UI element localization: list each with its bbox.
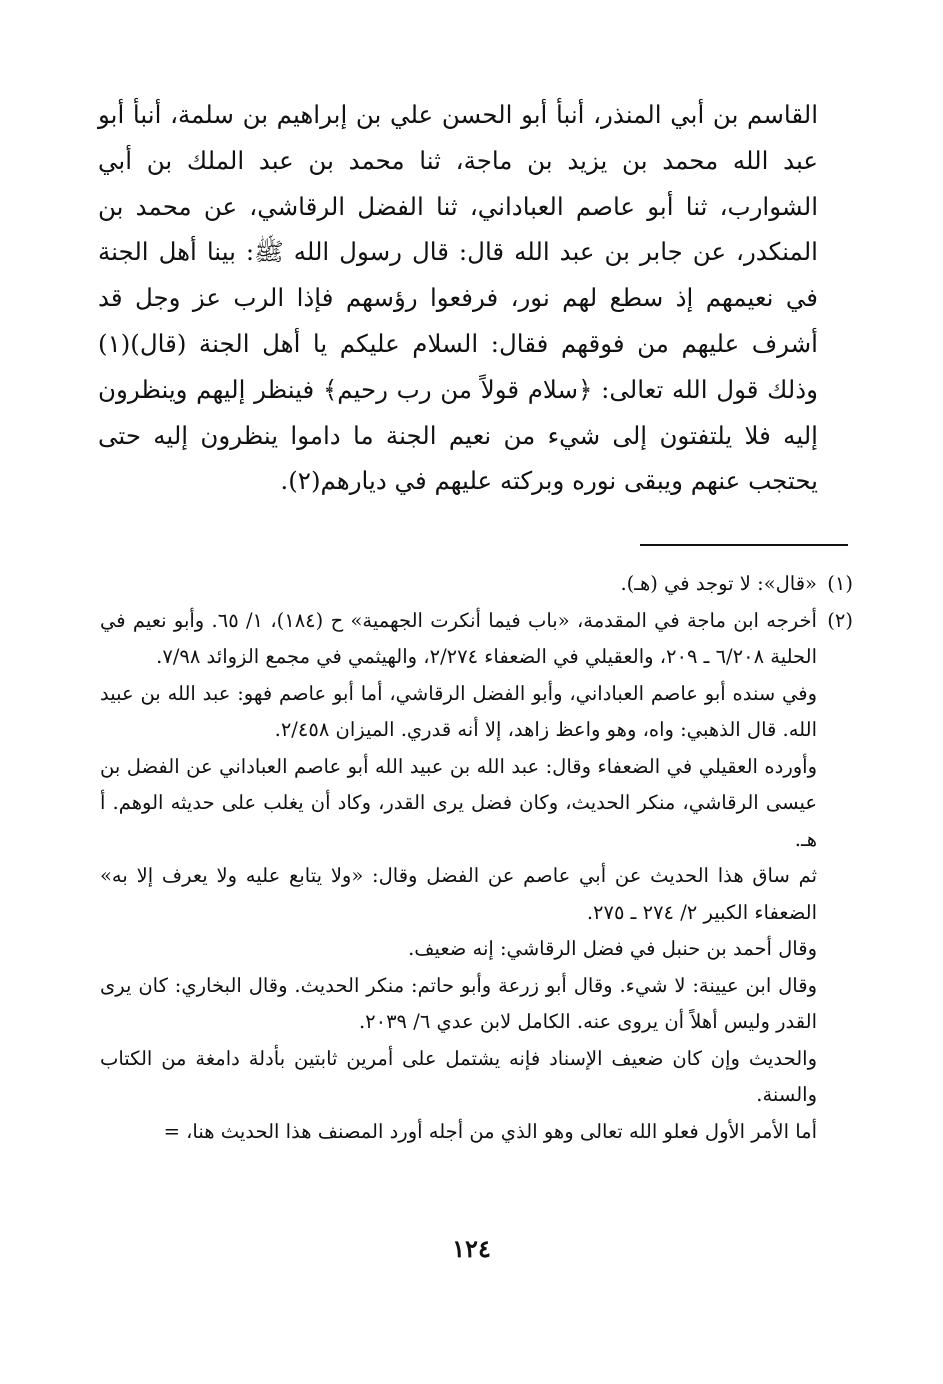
footnote-paragraph: وأورده العقيلي في الضعفاء وقال: عبد الله بن عبيد الله أبو عاصم العباداني عن الفضل بن عيسى الرقاشي، منكر الحديث، وكان فضل يرى القدر، وكاد أن يغلب على حديثه الوهم. أ هـ.	[100, 754, 817, 851]
footnote-1	[100, 566, 853, 603]
footnote-paragraph: أما الأمر الأول فعلو الله تعالى وهو الذي من أجله أورد المصنف هذا الحديث هنا، =	[163, 1119, 817, 1143]
footnote-paragraph: ثم ساق هذا الحديث عن أبي عاصم عن الفضل وقال: «ولا يتابع عليه ولا يعرف إلا به» الضعفاء الكبير ٢/ ٢٧٤ ـ ٢٧٥.	[100, 864, 817, 924]
footnotes-block	[100, 566, 853, 1150]
page-number: ١٢٤	[452, 1234, 491, 1263]
footnote-paragraph: وفي سنده أبو عاصم العباداني، وأبو الفضل الرقاشي، أما أبو عاصم فهو: عبد الله بن عبيد الله. قال الذهبي: واه، وهو واعظ زاهد، إلا أنه قدري. الميزان ٢/٤٥٨.	[100, 681, 817, 741]
footnote-separator-line	[640, 544, 848, 546]
footnote-2	[100, 603, 853, 1151]
footnote-number: (٢)	[827, 608, 853, 632]
footnote-paragraph: والحديث وإن كان ضعيف الإسناد فإنه يشتمل على أمرين ثابتين بأدلة دامغة من الكتاب والسنة.	[100, 1046, 817, 1106]
footnote-paragraph: أخرجه ابن ماجة في المقدمة، «باب فيما أنكرت الجهمية» ح (١٨٤)، ١/ ٦٥. وأبو نعيم في الحلية ٦/٢٠٨ ـ ٢٠٩، والعقيلي في الضعفاء ٢/٢٧٤، والهيثمي في مجمع الزوائد ٧/٩٨.	[100, 608, 817, 668]
footnote-paragraph: وقال ابن عيينة: لا شيء. وقال أبو زرعة وأبو حاتم: منكر الحديث. وقال البخاري: كان يرى القدر وليس أهلاً أن يروى عنه. الكامل لابن عدي ٦/ ٢٠٣٩.	[100, 973, 817, 1033]
footnote-paragraph: وقال أحمد بن حنبل في فضل الرقاشي: إنه ضعيف.	[408, 937, 817, 960]
footnote-number: (١)	[827, 572, 853, 595]
main-paragraph: القاسم بن أبي المنذر، أنبأ أبو الحسن علي بن إبراهيم بن سلمة، أنبأ أبو عبد الله محمد بن يزيد بن ماجة، ثنا محمد بن عبد الملك بن أبي الشوارب، ثنا أبو عاصم العباداني، ثنا الفضل الرقاشي، عن محمد بن المنكدر، عن جابر بن عبد الله قال: قال رسول الله ﷺ: بينا أهل الجنة في نعيمهم إذ سطع لهم نور، فرفعوا رؤسهم فإذا الرب عز وجل قد أشرف عليهم من فوقهم فقال: السلام عليكم يا أهل الجنة (قال)(١) وذلك قول الله تعالى: ﴿سلام قولاً من رب رحيم﴾ فينظر إليهم وينظرون إليه فلا يلتفتون إلى شيء من نعيم الجنة ما داموا ينظرون إليه حتى يحتجب عنهم ويبقى نوره وبركته عليهم في ديارهم(٢).	[98, 100, 818, 496]
footnote-text: «قال»: لا توجد في (هـ).	[620, 572, 817, 595]
main-text-block	[98, 92, 818, 504]
